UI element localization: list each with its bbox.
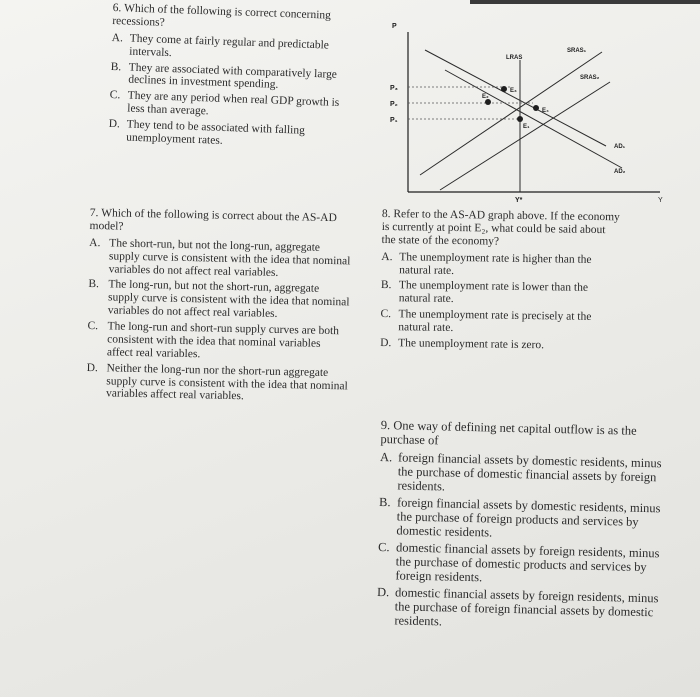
y-axis-label: P (392, 23, 397, 30)
sras2-curve (440, 82, 610, 190)
question-8-option-c (380, 308, 618, 337)
option-text: The unemployment rate is lower than the natural rate. (398, 279, 589, 306)
sras2-label: SRAS₂ (580, 75, 600, 81)
option-text: The unemployment rate is higher than the natural rate. (399, 250, 592, 277)
question-7-stem: 7. Which of the following is correct about the AS-AD model? (89, 207, 337, 233)
option-letter: B. (88, 278, 100, 291)
option-letter: A. (111, 31, 124, 45)
option-text: foreign financial assets by domestic residents, minus the purchase of foreign products and services by domestic residents. (396, 495, 661, 540)
option-letter: D. (86, 361, 98, 374)
point-e2-label: E₂ (482, 94, 489, 100)
question-7-option-b (88, 278, 351, 322)
price-level-p1: P₁ (390, 117, 398, 124)
question-8-option-a (381, 251, 619, 280)
question-9-option-d (376, 585, 667, 634)
option-text: The unemployment rate is zero. (398, 337, 545, 352)
option-letter: D. (376, 584, 390, 600)
option-letter: B. (380, 279, 392, 292)
option-letter: C. (87, 319, 99, 333)
question-8 (380, 208, 620, 356)
price-level-p2: P₂ (390, 101, 398, 108)
point-e1 (517, 116, 523, 122)
sras1-curve (420, 52, 602, 175)
question-7-option-d (86, 362, 349, 406)
question-6-option-c (109, 89, 342, 123)
option-letter: D. (380, 336, 392, 350)
option-letter: A. (379, 449, 393, 465)
option-text: foreign financial assets by domestic residents, minus the purchase of domestic financial assets by foreign residents. (397, 450, 662, 494)
question-7-option-a (89, 237, 352, 281)
question-8-option-d (380, 337, 618, 353)
point-e4 (533, 105, 539, 111)
option-letter: A. (89, 236, 101, 249)
question-7-option-c (87, 320, 350, 364)
ad2-label: AD₂ (614, 169, 626, 175)
x-axis-label: Y (658, 197, 663, 204)
price-level-p3: P₃ (390, 85, 398, 92)
option-letter: A. (381, 250, 393, 263)
question-6-stem: 6. Which of the following is correct concerning recessions? (112, 2, 332, 29)
question-8-stem: 8. Refer to the AS-AD graph above. If the economy is currently at point E₂, what could be said about the state of the economy? (381, 208, 620, 248)
point-e3-label: E₃ (510, 88, 517, 94)
option-text: domestic financial assets by foreign residents, minus the purchase of foreign financial assets by domestic residents. (394, 585, 659, 629)
question-9-option-c (377, 540, 668, 589)
option-text: domestic financial assets by foreign residents, minus the purchase of domestic products and services by foreign residents. (395, 540, 660, 585)
question-6-option-d (108, 118, 341, 152)
option-text: They are associated with comparatively large declines in investment spending. (128, 61, 338, 92)
question-6 (108, 2, 345, 155)
question-7 (86, 207, 352, 409)
potential-output-label: Y* (515, 197, 523, 204)
point-e3 (501, 86, 507, 92)
option-letter: C. (380, 308, 392, 321)
top-edge-shadow (470, 0, 700, 4)
option-letter: C. (109, 89, 121, 102)
ad1-label: AD₁ (614, 144, 626, 150)
option-text: They tend to be associated with falling unemployment rates. (126, 118, 306, 147)
ad1-curve (425, 50, 606, 146)
option-text: Neither the long-run nor the short-run aggregate supply curve is consistent with the idea that nominal variables affect real variables. (105, 362, 348, 403)
sras1-label: SRAS₁ (567, 48, 587, 54)
question-9 (376, 418, 671, 637)
option-letter: C. (377, 539, 390, 555)
question-9-stem: 9. One way of defining net capital outflow is as the purchase of (380, 418, 637, 448)
option-text: They come at fairly regular and predictable intervals. (129, 32, 330, 59)
as-ad-graph (370, 10, 670, 210)
option-text: The long-run and short-run supply curves are both consistent with the idea that nominal variables affect real variables. (106, 320, 340, 361)
option-letter: D. (108, 117, 121, 131)
question-8-option-b (381, 279, 619, 308)
option-text: The long-run, but not the short-run, aggregate supply curve is consistent with the idea that nominal variables do not affect real variables. (107, 278, 350, 321)
point-e1-label: E₁ (523, 124, 530, 130)
question-9-option-a (379, 450, 670, 499)
option-text: The short-run, but not the long-run, aggregate supply curve is consistent with the idea that nominal variables do not affect real variables. (108, 237, 351, 279)
lras-label: LRAS (506, 55, 523, 61)
ad2-curve (445, 70, 622, 168)
point-e4-label: E₄ (542, 108, 549, 114)
question-6-option-a (111, 32, 344, 66)
question-9-option-b (378, 495, 669, 544)
option-letter: B. (110, 60, 122, 73)
option-letter: B. (378, 494, 391, 510)
question-6-option-b (110, 60, 343, 94)
option-text: They are any period when real GDP growth is less than average. (127, 89, 340, 118)
option-text: The unemployment rate is precisely at the natural rate. (398, 308, 592, 335)
